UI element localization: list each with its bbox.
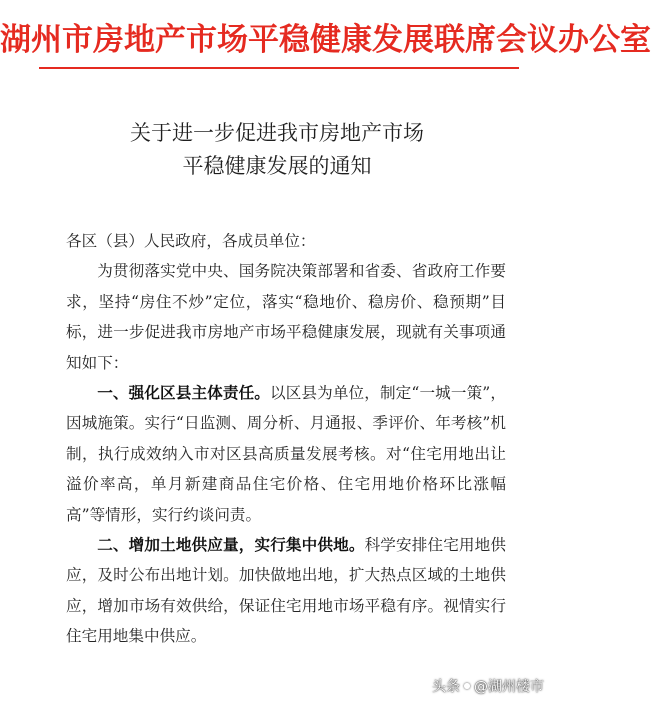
item-1-text: 以区县为单位，制定“一城一策”，因城施策。实行“日监测、周分析、月通报、季评价、年考核”机制，执行成效纳入市对区县高质量发展考核。对“住宅用地出让溢价率高，单月新建商品住宅价格、住宅用地价格环比涨幅高”等情形，实行约谈问责。	[66, 384, 506, 524]
intro-paragraph: 为贯彻落实党中央、国务院决策部署和省委、省政府工作要求，坚持“房住不炒”定位，落实“稳地价、稳房价、稳预期”目标，进一步促进我市房地产市场平稳健康发展，现就有关事项通知如下：	[66, 262, 506, 372]
org-header: 湖州市房地产市场平稳健康发展联席会议办公室	[0, 22, 651, 58]
watermark-platform: 头条	[432, 679, 460, 695]
document-body	[66, 226, 506, 652]
item-1-heading: 一、强化区县主体责任。	[97, 383, 270, 403]
title-line-2: 平稳健康发展的通知	[182, 154, 372, 178]
item-1-paragraph	[66, 378, 506, 530]
item-2-heading: 二、增加土地供应量，实行集中供地。	[97, 535, 365, 555]
item-2-paragraph	[66, 530, 506, 652]
document-title	[0, 117, 554, 183]
watermark	[432, 673, 544, 699]
watermark-account: @湖州楼市	[474, 679, 544, 695]
watermark-separator-dot	[464, 683, 470, 689]
salutation: 各区（县）人民政府，各成员单位：	[66, 232, 316, 250]
item-2-text: 科学安排住宅用地供应，及时公布出地计划。加快做地出地，扩大热点区域的土地供应，增加市场有效供给，保证住宅用地市场平稳有序。视情实行住宅用地集中供应。	[66, 536, 506, 646]
title-line-1: 关于进一步促进我市房地产市场	[130, 121, 424, 145]
red-rule-divider	[39, 67, 519, 69]
